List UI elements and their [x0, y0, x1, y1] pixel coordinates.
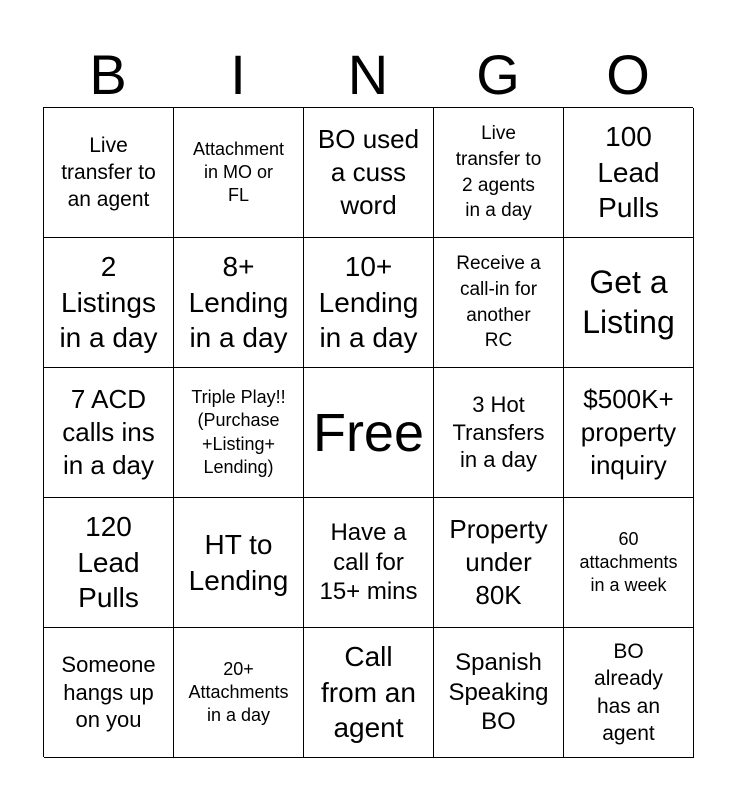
cell-text: 120 Lead Pulls: [77, 510, 140, 614]
cell-text: Attachment in MO or FL: [192, 138, 285, 206]
bingo-cell-r5-c3[interactable]: [304, 628, 434, 758]
cell-text: 10+ Lending in a day: [318, 250, 419, 354]
header-letter-i: I: [230, 43, 246, 106]
bingo-cell-r4-c4[interactable]: [434, 498, 564, 628]
bingo-cell-r4-c1[interactable]: [44, 498, 174, 628]
cell-text: Call from an agent: [321, 640, 416, 744]
cell-text: Free: [312, 402, 425, 463]
bingo-cell-r3-c1[interactable]: [44, 368, 174, 498]
bingo-cell-r2-c5[interactable]: [564, 238, 694, 368]
cell-text: BO already has an agent: [594, 639, 663, 745]
bingo-cell-r4-c3[interactable]: [304, 498, 434, 628]
bingo-cell-r2-c1[interactable]: [44, 238, 174, 368]
cell-text: 8+ Lending in a day: [188, 250, 289, 354]
cell-text: 3 Hot Transfers in a day: [452, 392, 545, 473]
cell-text: 2 Listings in a day: [59, 250, 158, 354]
bingo-cell-r2-c3[interactable]: [304, 238, 434, 368]
cell-text: Live transfer to 2 agents in a day: [455, 123, 542, 222]
cell-text: 60 attachments in a week: [579, 528, 678, 596]
header-letter-g: G: [476, 43, 520, 106]
cell-text: Get a Listing: [582, 264, 675, 340]
cell-text: Property under 80K: [449, 513, 548, 611]
cell-text: Receive a call-in for another RC: [456, 253, 541, 352]
header-letter-n: N: [347, 43, 389, 106]
header-letter-o: O: [606, 43, 650, 106]
bingo-cell-r1-c2[interactable]: [174, 108, 304, 238]
bingo-cell-r4-c2[interactable]: [174, 498, 304, 628]
bingo-cell-r3-c4[interactable]: [434, 368, 564, 498]
bingo-cell-r1-c5[interactable]: [564, 108, 694, 238]
bingo-cell-r1-c3[interactable]: [304, 108, 434, 238]
cell-text: Live transfer to an agent: [61, 133, 156, 212]
bingo-cell-r4-c5[interactable]: [564, 498, 694, 628]
cell-text: 7 ACD calls ins in a day: [62, 383, 155, 481]
cell-text: Have a call for 15+ mins: [319, 518, 418, 606]
bingo-header: [43, 42, 693, 108]
cell-text: 100 Lead Pulls: [597, 120, 660, 224]
bingo-cell-r2-c4[interactable]: [434, 238, 564, 368]
bingo-cell-r5-c2[interactable]: [174, 628, 304, 758]
bingo-cell-r5-c4[interactable]: [434, 628, 564, 758]
bingo-board: [43, 107, 693, 757]
cell-text: $500K+ property inquiry: [580, 383, 677, 481]
bingo-cell-r3-c2[interactable]: [174, 368, 304, 498]
bingo-cell-r5-c1[interactable]: [44, 628, 174, 758]
bingo-cell-r3-c3-free[interactable]: [304, 368, 434, 498]
cell-text: 20+ Attachments in a day: [188, 658, 289, 726]
cell-text: HT to Lending: [188, 528, 289, 596]
bingo-cell-r5-c5[interactable]: [564, 628, 694, 758]
cell-text: Someone hangs up on you: [61, 652, 156, 733]
bingo-cell-r1-c1[interactable]: [44, 108, 174, 238]
bingo-cell-r1-c4[interactable]: [434, 108, 564, 238]
cell-text: Triple Play!! (Purchase +Listing+ Lending): [191, 387, 286, 477]
bingo-cell-r2-c2[interactable]: [174, 238, 304, 368]
cell-text: Spanish Speaking BO: [448, 648, 549, 736]
header-letter-b: B: [89, 43, 127, 106]
bingo-cell-r3-c5[interactable]: [564, 368, 694, 498]
cell-text: BO used a cuss word: [317, 123, 420, 221]
